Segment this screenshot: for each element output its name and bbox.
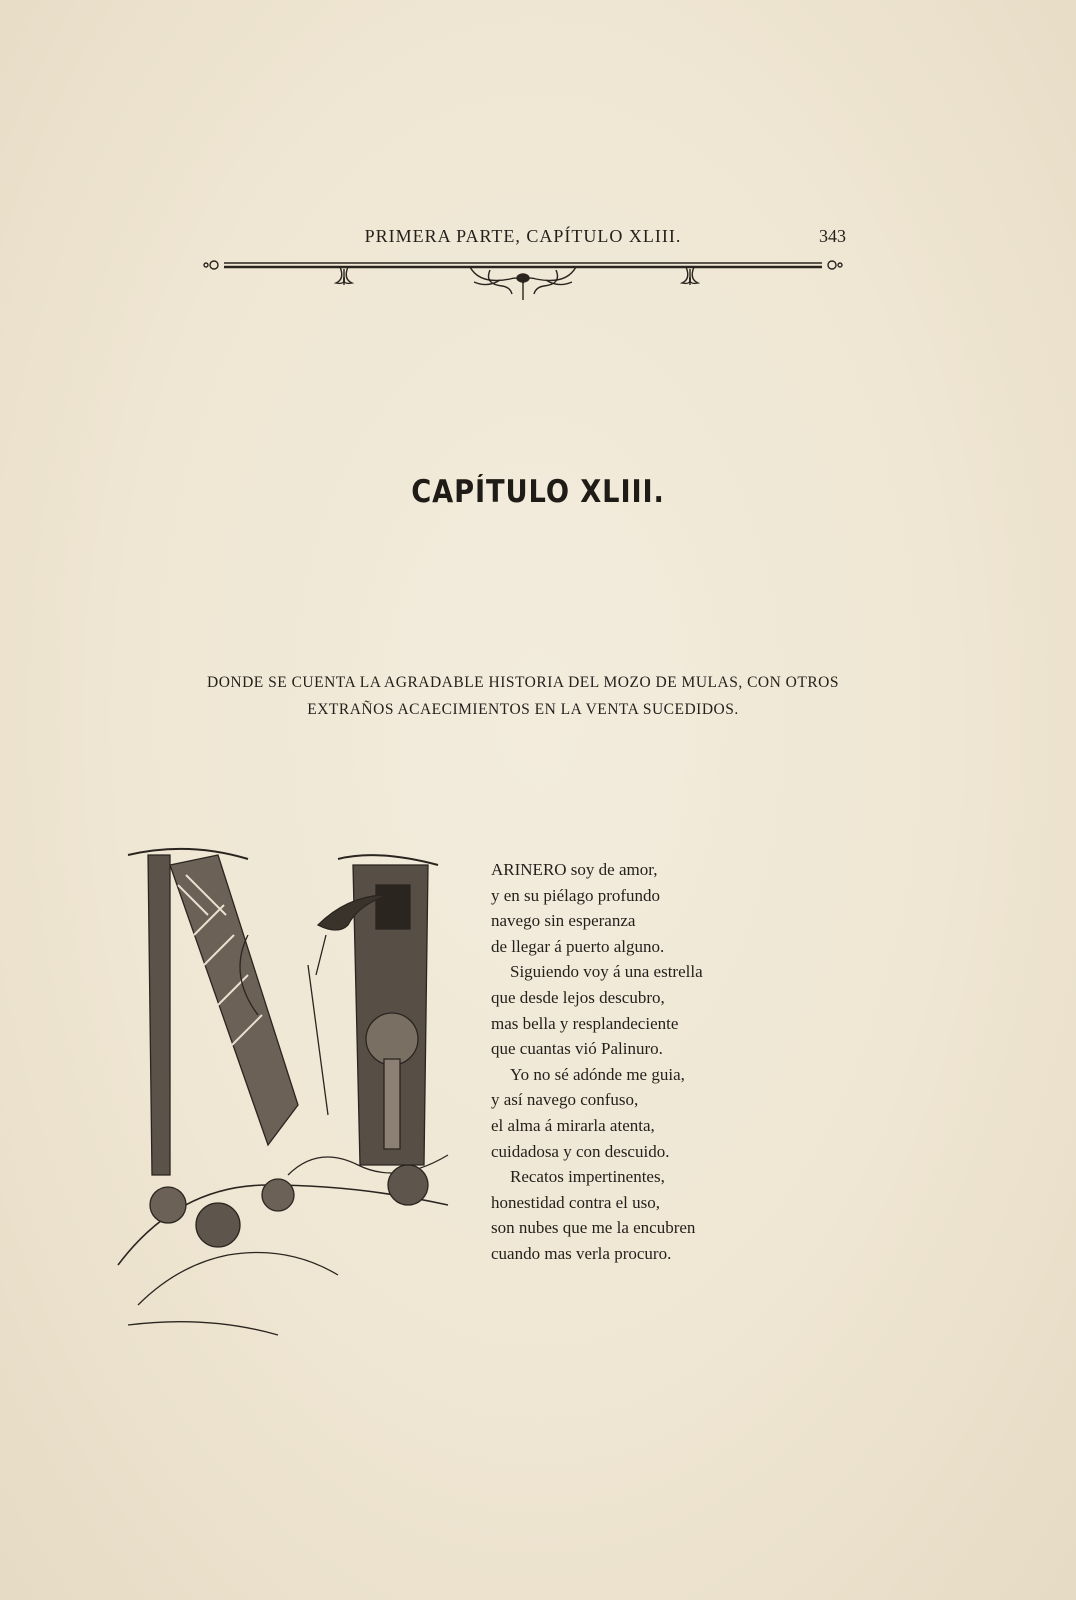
- poem-line: mas bella y resplandeciente: [491, 1013, 679, 1033]
- poem-line: cuando mas verla procuro.: [491, 1243, 672, 1263]
- poem-line: ARINERO soy de amor,: [491, 860, 658, 879]
- poem-line: Siguiendo voy á una estrella: [510, 962, 703, 982]
- poem-line: Yo no sé adónde me guia,: [510, 1064, 685, 1084]
- poem: [491, 857, 703, 1267]
- poem-line: y en su piélago profundo: [491, 885, 661, 905]
- chapter-summary: [200, 669, 846, 723]
- poem-line: que cuantas vió Palinuro.: [491, 1039, 663, 1059]
- ornamental-rule: [200, 258, 846, 306]
- chapter-summary-line: DONDE SE CUENTA LA AGRADABLE HISTORIA DEL MOZO DE MULAS, CON OTROS: [207, 674, 839, 691]
- poem-line: y así navego confuso,: [491, 1090, 639, 1110]
- poem-line: que desde lejos descubro,: [491, 987, 665, 1007]
- poem-line: honestidad contra el uso,: [491, 1192, 661, 1212]
- poem-line: Recatos impertinentes,: [510, 1167, 665, 1187]
- chapter-summary-line: EXTRAÑOS ACAECIMIENTOS EN LA VENTA SUCEDIDOS.: [307, 701, 739, 718]
- poem-line: navego sin esperanza: [491, 911, 636, 931]
- decorated-initial-m-illustration: [108, 845, 480, 1345]
- running-head: [200, 226, 846, 254]
- running-title: PRIMERA PARTE, CAPÍTULO XLIII.: [364, 226, 682, 246]
- poem-line: cuidadosa y con descuido.: [491, 1141, 670, 1161]
- poem-line: el alma á mirarla atenta,: [491, 1115, 655, 1135]
- page-number: 343: [819, 226, 846, 246]
- poem-line: son nubes que me la encubren: [491, 1218, 696, 1238]
- poem-line: de llegar á puerto alguno.: [491, 936, 665, 956]
- chapter-title: CAPÍTULO XLIII.: [411, 474, 665, 510]
